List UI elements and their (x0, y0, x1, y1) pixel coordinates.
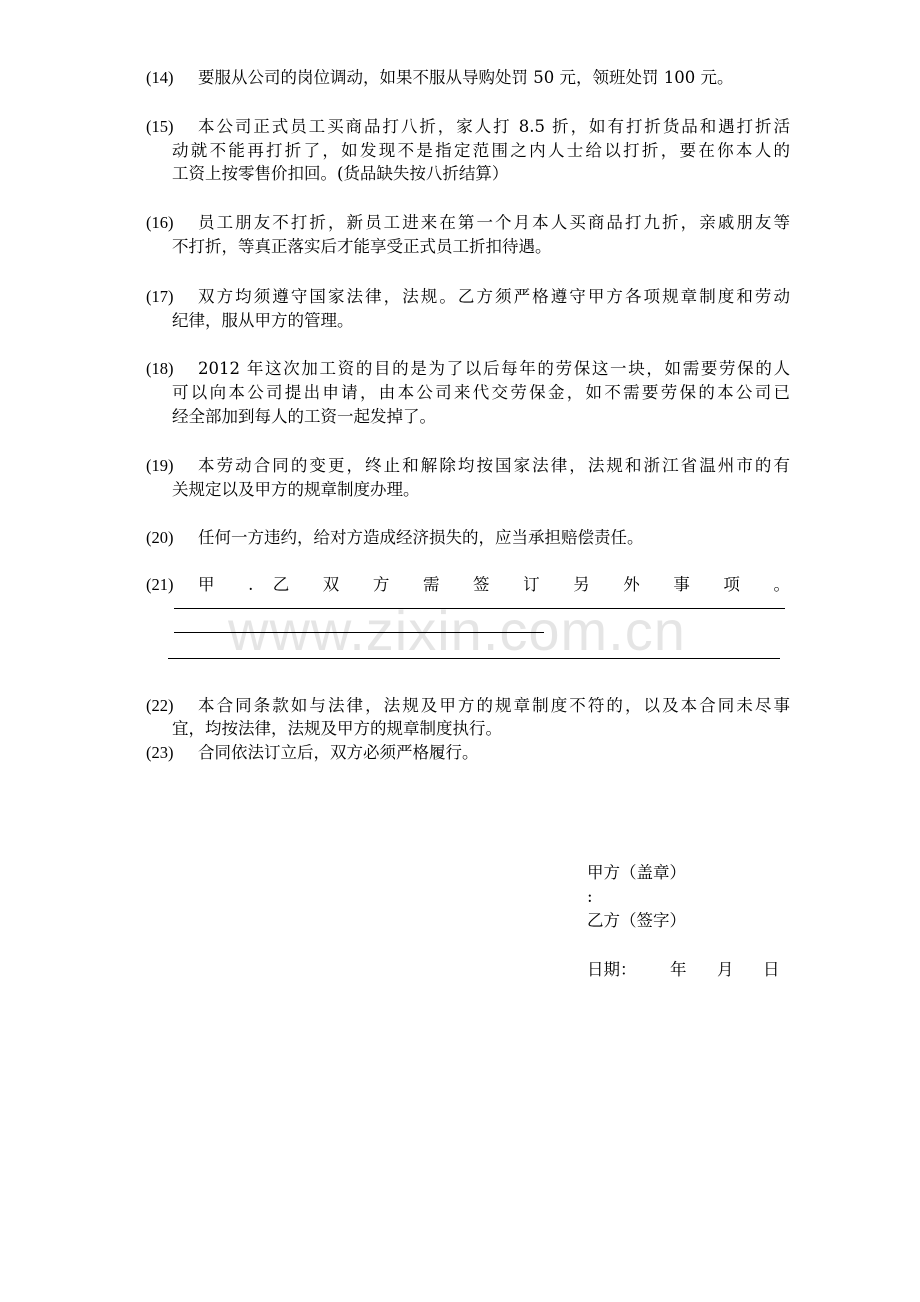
clause-text-line: 不打折，等真正落实后才能享受正式员工折扣待遇。 (172, 237, 552, 256)
item-number: (20) (146, 528, 174, 547)
clause-text-line: 本合同条款如与法律，法规及甲方的规章制度不符的，以及本合同未尽事 (198, 696, 790, 715)
item-number: (16) (146, 213, 174, 232)
date-month: 月 (717, 960, 734, 979)
clause-text-line: 宜，均按法律，法规及甲方的规章制度执行。 (172, 719, 502, 738)
item-number: (23) (146, 743, 174, 762)
clause-text-line: 甲 . 乙 双 方 需 签 订 另 外 事 项 。 (198, 575, 790, 594)
clause-text-line: 要服从公司的岗位调动，如果不服从导购处罚 50 元，领班处罚 100 元。 (198, 68, 734, 87)
clause-text-line: 2012 年这次加工资的目的是为了以后每年的劳保这一块，如需要劳保的人 (198, 359, 790, 378)
item-number: (18) (146, 359, 174, 378)
clause-text-line: 本劳动合同的变更，终止和解除均按国家法律，法规和浙江省温州市的有 (198, 456, 790, 475)
date-year: 年 (670, 960, 687, 979)
item-number: (15) (146, 117, 174, 136)
item-number: (17) (146, 287, 174, 306)
party-b-sign-label: 乙方（签字） (587, 911, 686, 930)
clause-text-line: 双方均须遵守国家法律，法规。乙方须严格遵守甲方各项规章制度和劳动 (198, 287, 790, 306)
item-number: (22) (146, 696, 174, 715)
clause-text-line: 纪律，服从甲方的管理。 (172, 311, 354, 330)
item-number: (21) (146, 575, 174, 594)
item-number: (19) (146, 456, 174, 475)
party-a-seal-label: 甲方（盖章） (587, 863, 686, 882)
item-number: (14) (146, 68, 174, 87)
clause-text-line: 工资上按零售价扣回。(货品缺失按八折结算） (172, 164, 509, 183)
date-day: 日 (763, 960, 780, 979)
clause-text-line: 经全部加到每人的工资一起发掉了。 (172, 407, 436, 426)
clause-text-line: 动就不能再打折了，如发现不是指定范围之内人士给以打折，要在你本人的 (172, 141, 790, 160)
clause-text-line: 关规定以及甲方的规章制度办理。 (172, 480, 420, 499)
date-label: 日期： (587, 960, 637, 979)
clause-text-line: 员工朋友不打折，新员工进来在第一个月本人买商品打九折，亲戚朋友等 (198, 213, 790, 232)
clause-text-line: 本公司正式员工买商品打八折，家人打 8.5 折，如有打折货品和遇打折活 (198, 117, 790, 136)
colon: : (587, 887, 593, 906)
clause-text-line: 可以向本公司提出申请，由本公司来代交劳保金，如不需要劳保的本公司已 (172, 383, 790, 402)
watermark: www.zixin.com.cn (228, 599, 686, 662)
clause-text-line: 合同依法订立后，双方必须严格履行。 (198, 743, 479, 762)
clause-text-line: 任何一方违约，给对方造成经济损失的，应当承担赔偿责任。 (198, 528, 644, 547)
